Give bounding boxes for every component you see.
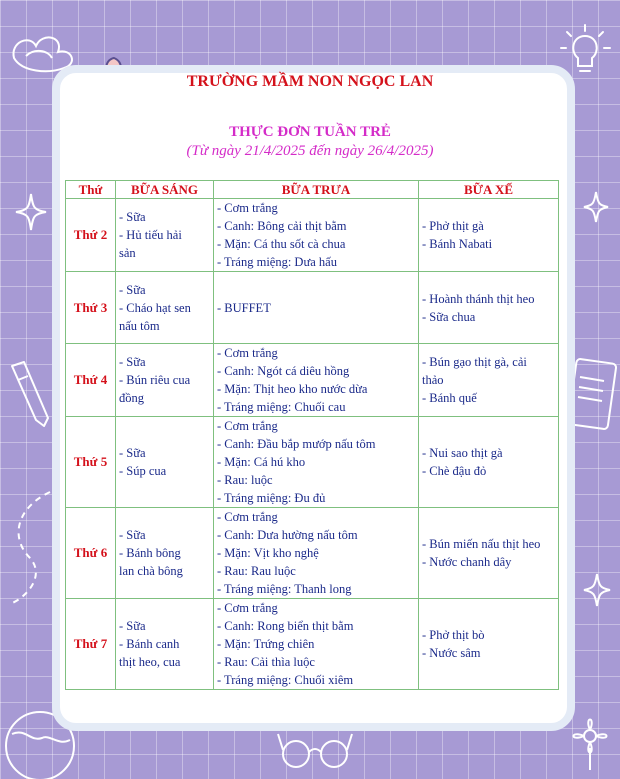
table-row: [66, 344, 559, 417]
lunch-item: - Rau: luộc: [217, 473, 273, 487]
snack-item: - Phở thịt bò: [422, 628, 485, 642]
snack-item: - Sữa chua: [422, 309, 476, 324]
menu-title: THỰC ĐƠN TUẦN TRẺ: [229, 124, 391, 140]
lunch-item: - Mặn: Cá hú kho: [217, 455, 306, 469]
lunch-item: - Canh: Ngót cá diêu hồng: [217, 364, 350, 378]
sparkle-star-icon: [582, 572, 612, 608]
table-row: [66, 599, 559, 690]
school-name: TRƯỜNG MẦM NON NGỌC LAN: [186, 73, 434, 90]
table-header-row: [66, 181, 559, 199]
lunch-cell: [214, 272, 419, 344]
breakfast-cell: [116, 417, 214, 508]
breakfast-item: - Sữa: [119, 355, 146, 369]
breakfast-item: - Bánh canh: [119, 637, 180, 651]
table-row: [66, 508, 559, 599]
lunch-item: - Cơm trắng: [217, 346, 278, 360]
lunch-item: - Tráng miệng: Dưa hấu: [217, 255, 337, 269]
snack-item: - Bún miến nấu thịt heo: [422, 537, 541, 551]
lunch-item: - Mặn: Cá thu sốt cà chua: [217, 237, 346, 251]
breakfast-item: - Sữa: [119, 619, 146, 633]
breakfast-cell: [116, 272, 214, 344]
header-lunch: BỮA TRƯA: [214, 181, 419, 199]
lunch-cell: [214, 599, 419, 690]
snack-cell: [419, 599, 559, 690]
lunch-item: - Canh: Dưa hường nấu tôm: [217, 528, 358, 542]
lunch-item: - Cơm trắng: [217, 201, 278, 215]
snack-item: - Hoành thánh thịt heo: [422, 291, 535, 306]
breakfast-item: - Sữa: [119, 282, 146, 297]
snack-cell: [419, 199, 559, 272]
sparkle-star-icon: [14, 192, 48, 232]
lunch-item: - Rau: Cải thìa luộc: [217, 655, 315, 669]
day-cell: Thứ 3: [66, 272, 116, 344]
lunch-item: - Tráng miệng: Chuối cau: [217, 400, 346, 414]
header-snack: BỮA XẾ: [419, 181, 559, 199]
lunch-item: - Cơm trắng: [217, 419, 278, 433]
snack-cell: [419, 272, 559, 344]
weekly-menu-table: [65, 180, 559, 690]
table-row: [66, 417, 559, 508]
flower-icon: [566, 712, 614, 772]
day-cell: Thứ 5: [66, 417, 116, 508]
breakfast-item: - Sữa: [119, 210, 146, 224]
breakfast-item: - Sữa: [119, 446, 146, 460]
breakfast-cell: [116, 199, 214, 272]
snack-item: - Nước chanh dây: [422, 555, 512, 569]
snack-item: thảo: [422, 373, 444, 387]
snack-item: - Bánh Nabati: [422, 237, 493, 251]
breakfast-item: - Sữa: [119, 528, 146, 542]
lunch-item: - Cơm trắng: [217, 510, 278, 524]
lunch-item: - Tráng miệng: Đu đủ: [217, 491, 326, 505]
table-row: [66, 199, 559, 272]
day-cell: Thứ 4: [66, 344, 116, 417]
breakfast-item: - Súp cua: [119, 464, 167, 478]
lunch-item: - Mặn: Vịt kho nghệ: [217, 546, 319, 560]
lunch-item: - Mặn: Trứng chiên: [217, 637, 315, 651]
day-cell: Thứ 7: [66, 599, 116, 690]
day-cell: Thứ 6: [66, 508, 116, 599]
table-row: [66, 272, 559, 344]
lunch-cell: [214, 417, 419, 508]
breakfast-item: - Bún riêu cua: [119, 373, 191, 387]
header-breakfast: BỮA SÁNG: [116, 181, 214, 199]
breakfast-item: - Hủ tiếu hải: [119, 228, 182, 242]
snack-item: - Bánh quế: [422, 391, 477, 405]
lunch-item: - Cơm trắng: [217, 601, 278, 615]
day-cell: Thứ 2: [66, 199, 116, 272]
lunch-item: - Mặn: Thịt heo kho nước dừa: [217, 382, 368, 396]
breakfast-item: nấu tôm: [119, 318, 160, 333]
lunch-item: - BUFFET: [217, 300, 271, 315]
lunch-item: - Canh: Đầu bắp mướp nấu tôm: [217, 437, 376, 451]
lunch-item: - Tráng miệng: Thanh long: [217, 582, 352, 596]
breakfast-item: lan chà bông: [119, 564, 183, 578]
breakfast-item: đồng: [119, 391, 144, 405]
breakfast-item: - Cháo hạt sen: [119, 300, 191, 315]
breakfast-cell: [116, 344, 214, 417]
lunch-item: - Rau: Rau luộc: [217, 564, 296, 578]
snack-item: - Nui sao thịt gà: [422, 446, 503, 460]
lunch-cell: [214, 508, 419, 599]
lunch-item: - Canh: Rong biển thịt bằm: [217, 619, 354, 633]
snack-item: - Bún gạo thịt gà, cải: [422, 355, 527, 369]
header-day: Thứ: [66, 181, 116, 199]
snack-cell: [419, 508, 559, 599]
lunch-cell: [214, 344, 419, 417]
sparkle-star-icon: [582, 190, 610, 224]
breakfast-cell: [116, 508, 214, 599]
snack-item: - Chè đậu đỏ: [422, 464, 487, 478]
eyeglasses-icon: [276, 728, 354, 773]
snack-cell: [419, 417, 559, 508]
pencil-icon: [4, 360, 54, 430]
snack-item: - Phở thịt gà: [422, 219, 484, 233]
lunch-item: - Tráng miệng: Chuối xiêm: [217, 673, 354, 687]
date-range: (Từ ngày 21/4/2025 đến ngày 26/4/2025): [186, 143, 434, 159]
breakfast-item: thịt heo, cua: [119, 655, 181, 669]
snack-cell: [419, 344, 559, 417]
lunch-item: - Canh: Bông cải thịt bằm: [217, 219, 347, 233]
dashed-curve-doodle-icon: [6, 488, 56, 608]
breakfast-item: sản: [119, 246, 136, 260]
breakfast-cell: [116, 599, 214, 690]
breakfast-item: - Bánh bông: [119, 546, 181, 560]
snack-item: - Nước sâm: [422, 646, 481, 660]
lunch-cell: [214, 199, 419, 272]
